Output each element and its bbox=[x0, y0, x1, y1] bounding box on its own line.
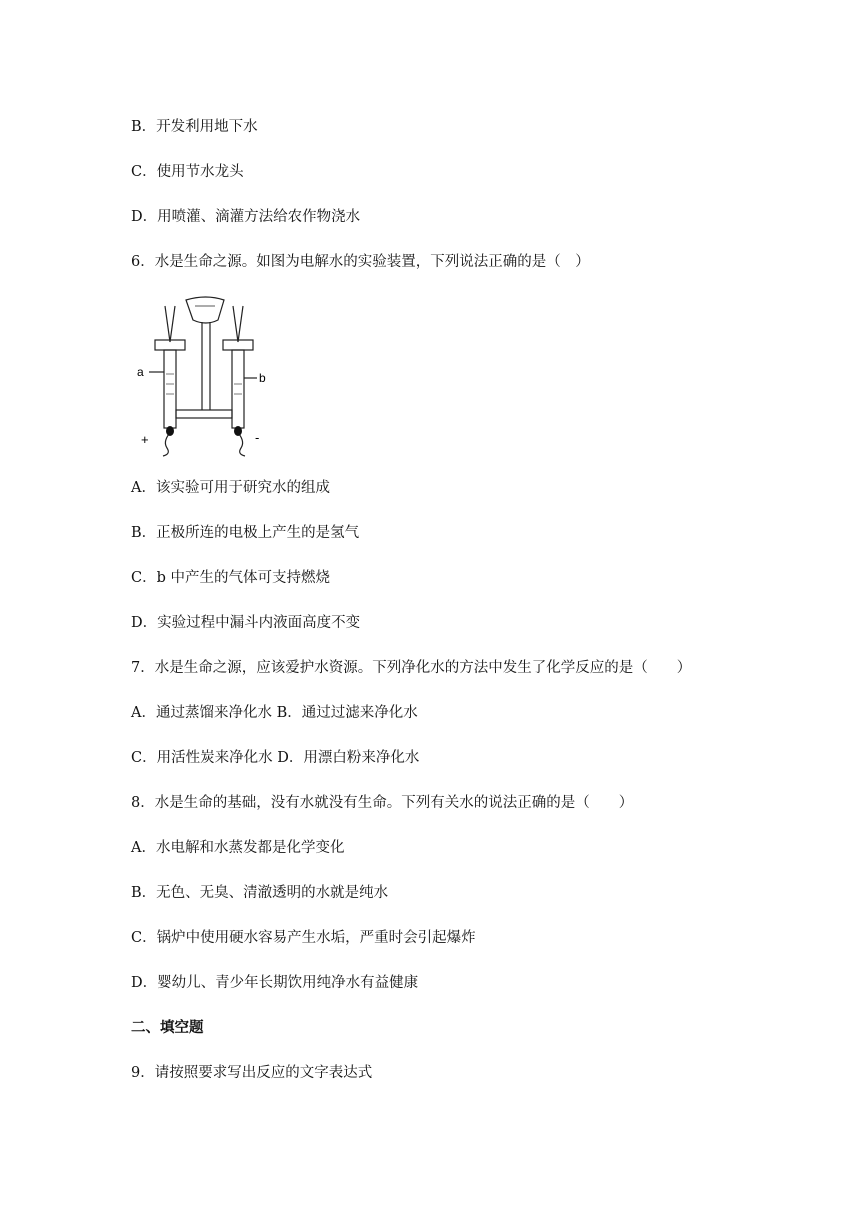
option-8c: C．锅炉中使用硬水容易产生水垢，严重时会引起爆炸 bbox=[131, 930, 476, 946]
option-6c: C．b 中产生的气体可支持燃烧 bbox=[131, 570, 330, 586]
question-8: 8．水是生命的基础，没有水就没有生命。下列有关水的说法正确的是（ ） bbox=[131, 795, 634, 811]
options-7cd: C．用活性炭来净化水 D．用漂白粉来净化水 bbox=[131, 750, 420, 766]
option-6d: D．实验过程中漏斗内液面高度不变 bbox=[131, 615, 361, 631]
option-6a: A．该实验可用于研究水的组成 bbox=[131, 480, 330, 496]
label-minus: - bbox=[255, 430, 260, 445]
cathode-electrode bbox=[234, 426, 242, 436]
option-6b: B．正极所连的电极上产生的是氢气 bbox=[131, 525, 360, 541]
label-b: b bbox=[259, 371, 266, 385]
options-7ab: A．通过蒸馏来净化水 B．通过过滤来净化水 bbox=[131, 705, 418, 721]
anode-electrode bbox=[166, 426, 174, 436]
question-7: 7．水是生命之源，应该爱护水资源。下列净化水的方法中发生了化学反应的是（ ） bbox=[131, 660, 692, 676]
label-a: a bbox=[137, 365, 144, 379]
question-9: 9．请按照要求写出反应的文字表达式 bbox=[131, 1065, 373, 1081]
option-8d: D．婴幼儿、青少年长期饮用纯净水有益健康 bbox=[131, 975, 419, 991]
right-tube-b bbox=[232, 350, 244, 428]
connector-tube bbox=[176, 410, 232, 418]
left-tube-a bbox=[164, 350, 176, 428]
section-heading: 二、填空题 bbox=[131, 1019, 204, 1036]
funnel bbox=[186, 297, 224, 323]
option-5b: B．开发利用地下水 bbox=[131, 119, 258, 135]
question-6: 6．水是生命之源。如图为电解水的实验装置，下列说法正确的是（ ） bbox=[131, 254, 590, 270]
option-8a: A．水电解和水蒸发都是化学变化 bbox=[131, 840, 345, 856]
electrolysis-apparatus-figure bbox=[133, 292, 273, 460]
option-5c: C．使用节水龙头 bbox=[131, 164, 244, 180]
option-8b: B．无色、无臭、清澈透明的水就是纯水 bbox=[131, 885, 389, 901]
option-5d: D．用喷灌、滴灌方法给农作物浇水 bbox=[131, 209, 361, 225]
label-plus: + bbox=[141, 432, 149, 447]
